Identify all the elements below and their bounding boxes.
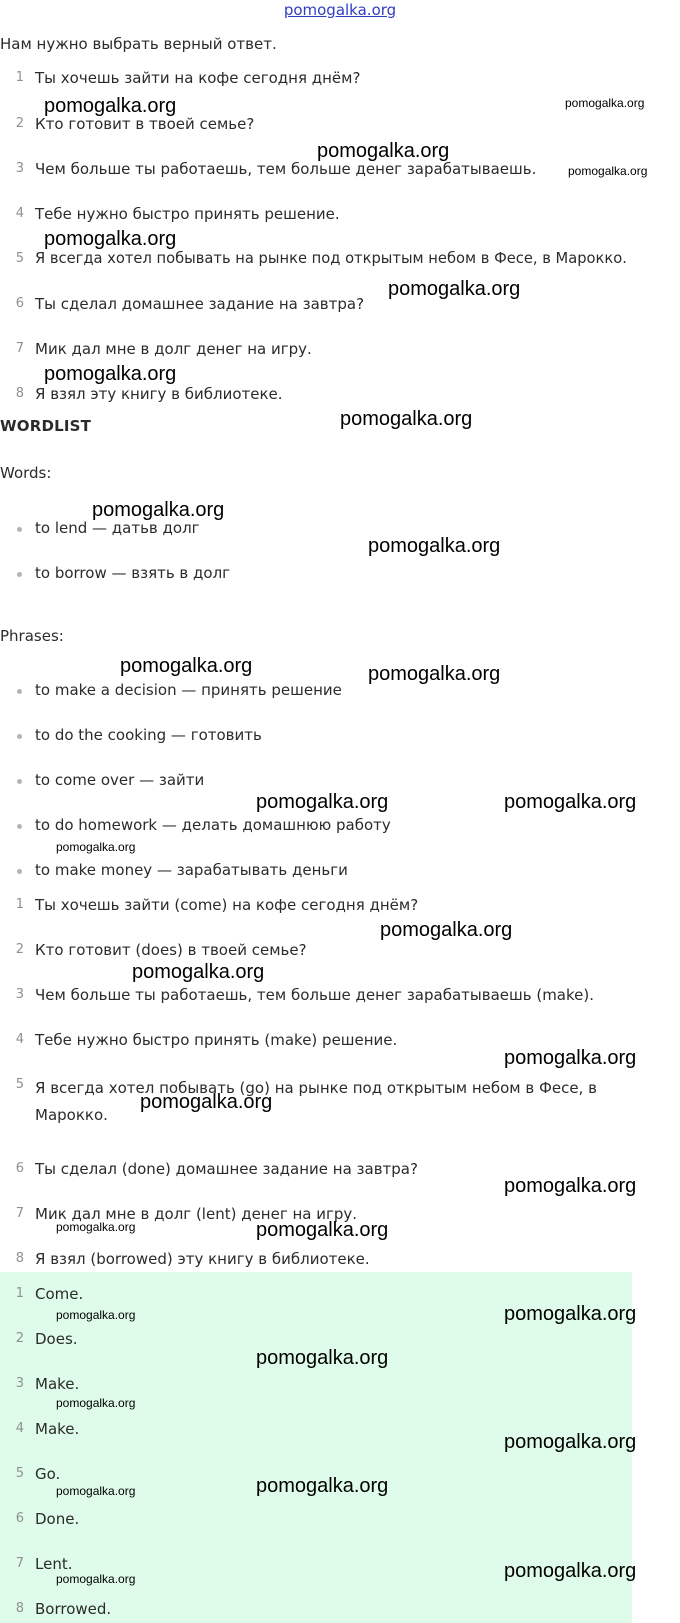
intro-text: Нам нужно выбрать верный ответ. — [0, 35, 277, 53]
words-label: Words: — [0, 464, 52, 482]
item-number: 3 — [15, 987, 24, 1002]
watermark: pomogalka.org — [504, 791, 637, 813]
watermark: pomogalka.org — [504, 1431, 637, 1453]
phrase-text: to do homework — делать домашнюю работу — [35, 816, 391, 834]
item-number: 2 — [15, 116, 24, 131]
watermark: pomogalka.org — [256, 1347, 389, 1369]
watermark: pomogalka.org — [44, 228, 177, 250]
answer-text: Lent. — [35, 1555, 73, 1573]
watermark: pomogalka.org — [44, 95, 177, 117]
watermark: pomogalka.org — [256, 1219, 389, 1241]
bullet-icon — [17, 572, 22, 577]
watermark: pomogalka.org — [56, 1308, 136, 1322]
watermark: pomogalka.org — [368, 663, 501, 685]
item-number: 1 — [15, 1286, 24, 1301]
item-number: 4 — [15, 1421, 24, 1436]
phrase-text: to make a decision — принять решение — [35, 681, 342, 699]
item-number: 7 — [15, 1556, 24, 1571]
item-number: 1 — [15, 897, 24, 912]
item-text: Ты сделал домашнее задание на завтра? — [35, 295, 365, 313]
item-number: 8 — [15, 1251, 24, 1266]
answer-text: Done. — [35, 1510, 80, 1528]
watermark: pomogalka.org — [56, 1572, 136, 1586]
item-text: Я взял (borrowed) эту книгу в библиотеке. — [35, 1250, 370, 1268]
item-text: Я всегда хотел побывать на рынке под открытым небом в Фесе, в Марокко. — [35, 250, 627, 267]
phrase-text: to make money — зарабатывать деньги — [35, 861, 348, 879]
answer-text: Does. — [35, 1330, 78, 1348]
item-number: 7 — [15, 341, 24, 356]
header-watermark-link[interactable]: pomogalka.org — [283, 1, 397, 19]
answer-text: Go. — [35, 1465, 61, 1483]
item-text: Кто готовит в твоей семье? — [35, 115, 255, 133]
phrase-text: to come over — зайти — [35, 771, 205, 789]
item-text: Мик дал мне в долг (lent) денег на игру. — [35, 1205, 358, 1223]
item-text: Я взял эту книгу в библиотеке. — [35, 385, 283, 403]
watermark: pomogalka.org — [504, 1560, 637, 1582]
item-number: 3 — [15, 1376, 24, 1391]
item-text: Чем больше ты работаешь, тем больше денег зарабатываешь. — [35, 160, 537, 178]
word-text: to lend — датьв долг — [35, 519, 200, 537]
watermark: pomogalka.org — [92, 499, 225, 521]
item-number: 3 — [15, 161, 24, 176]
item-text: Мик дал мне в долг денег на игру. — [35, 340, 312, 358]
item-number: 6 — [15, 1511, 24, 1526]
item-number: 2 — [15, 942, 24, 957]
watermark: pomogalka.org — [317, 140, 450, 162]
watermark: pomogalka.org — [340, 408, 473, 430]
item-number: 4 — [15, 206, 24, 221]
watermark: pomogalka.org — [256, 1475, 389, 1497]
bullet-icon — [17, 869, 22, 874]
item-number: 6 — [15, 296, 24, 311]
answer-text: Make. — [35, 1375, 80, 1393]
bullet-icon — [17, 734, 22, 739]
watermark: pomogalka.org — [504, 1175, 637, 1197]
item-text: Кто готовит (does) в твоей семье? — [35, 941, 307, 959]
watermark: pomogalka.org — [56, 1396, 136, 1410]
answer-text: Come. — [35, 1285, 84, 1303]
item-number: 5 — [15, 1466, 24, 1481]
bullet-icon — [17, 779, 22, 784]
watermark: pomogalka.org — [368, 535, 501, 557]
item-number: 6 — [15, 1161, 24, 1176]
answer-text: Borrowed. — [35, 1600, 112, 1618]
item-number: 2 — [15, 1331, 24, 1346]
watermark: pomogalka.org — [568, 164, 648, 178]
item-number: 8 — [15, 386, 24, 401]
item-text: Ты сделал (done) домашнее задание на завтра? — [35, 1160, 418, 1178]
watermark: pomogalka.org — [56, 1484, 136, 1498]
watermark: pomogalka.org — [504, 1047, 637, 1069]
answer-text: Make. — [35, 1420, 80, 1438]
watermark: pomogalka.org — [504, 1303, 637, 1325]
item-text: Тебе нужно быстро принять решение. — [35, 205, 340, 223]
item-number: 4 — [15, 1032, 24, 1047]
watermark: pomogalka.org — [120, 655, 253, 677]
phrases-label: Phrases: — [0, 627, 64, 645]
watermark: pomogalka.org — [565, 96, 645, 110]
watermark: pomogalka.org — [380, 919, 513, 941]
item-number: 7 — [15, 1206, 24, 1221]
watermark: pomogalka.org — [388, 278, 521, 300]
watermark: pomogalka.org — [44, 363, 177, 385]
watermark: pomogalka.org — [56, 840, 136, 854]
item-number: 5 — [15, 1077, 24, 1092]
item-text: Ты хочешь зайти (come) на кофе сегодня днём? — [35, 896, 419, 914]
bullet-icon — [17, 527, 22, 532]
wordlist-heading: WORDLIST — [0, 417, 92, 435]
watermark: pomogalka.org — [56, 1220, 136, 1234]
watermark: pomogalka.org — [132, 961, 265, 983]
word-text: to borrow — взять в долг — [35, 564, 231, 582]
item-text: Ты хочешь зайти на кофе сегодня днём? — [35, 69, 361, 87]
item-number: 8 — [15, 1601, 24, 1616]
phrase-text: to do the cooking — готовить — [35, 726, 262, 744]
bullet-icon — [17, 824, 22, 829]
watermark: pomogalka.org — [256, 791, 389, 813]
watermark: pomogalka.org — [140, 1091, 273, 1113]
bullet-icon — [17, 689, 22, 694]
item-text: Чем больше ты работаешь, тем больше денег зарабатываешь (make). — [35, 986, 594, 1004]
item-number: 1 — [15, 70, 24, 85]
item-number: 5 — [15, 251, 24, 266]
item-text: Я всегда хотел побывать (go) на рынке под открытым небом в Фесе, в Марокко. — [35, 1079, 597, 1124]
item-text: Тебе нужно быстро принять (make) решение. — [35, 1031, 398, 1049]
